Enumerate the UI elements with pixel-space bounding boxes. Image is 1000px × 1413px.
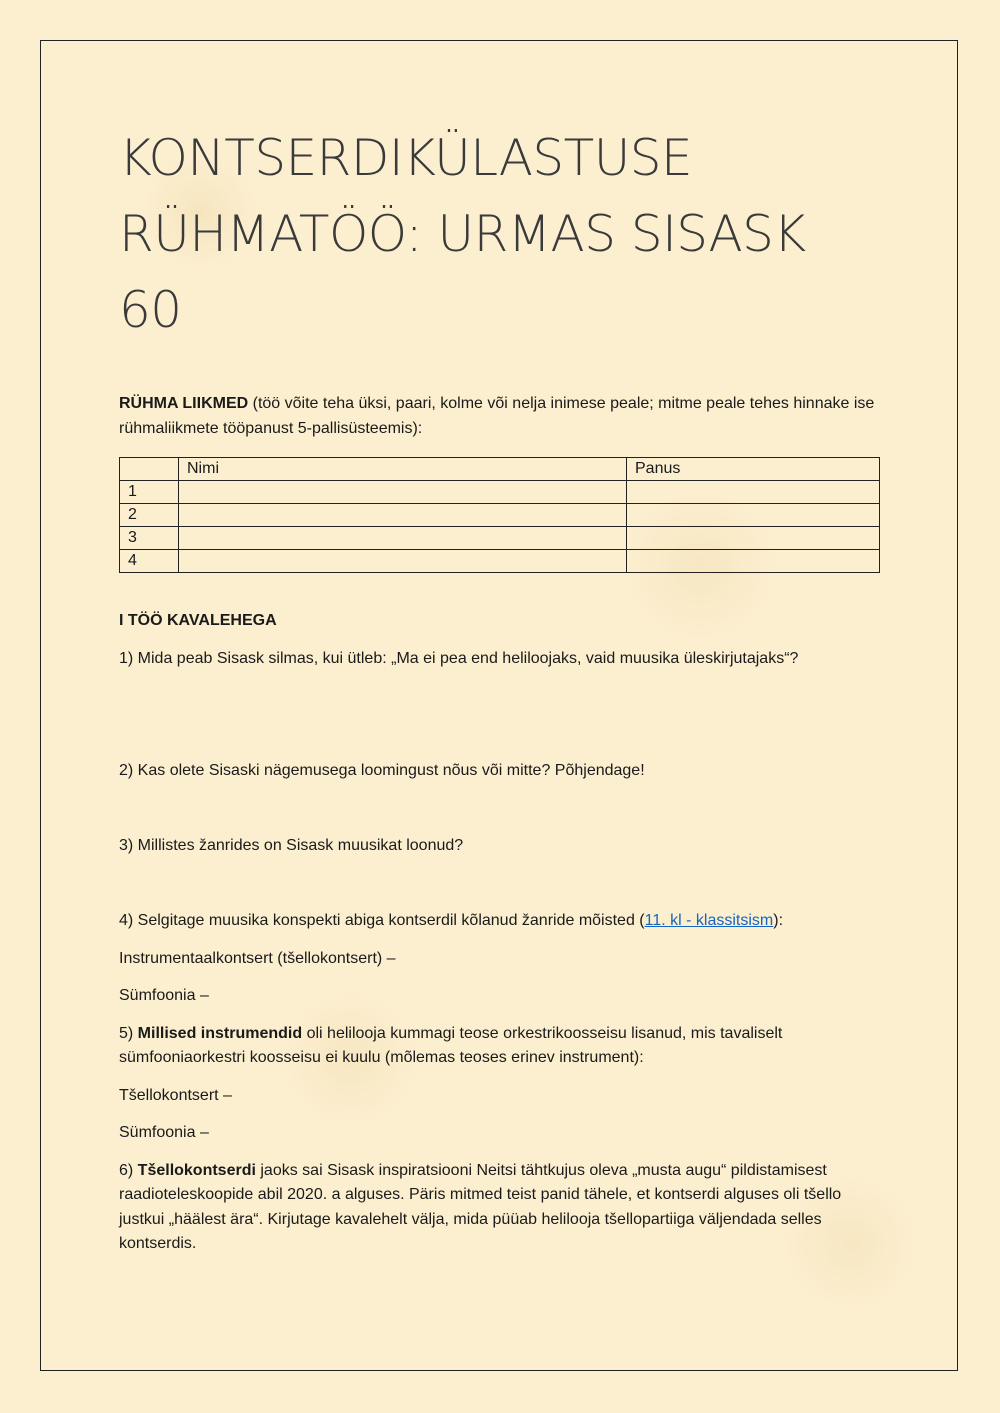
question-5-bold: Millised instrumendid xyxy=(137,1024,303,1042)
title-line-2: RÜHMATÖÖ: URMAS SISASK 60 xyxy=(119,205,806,339)
table-row xyxy=(120,504,880,527)
question-5-number: 5) xyxy=(119,1024,138,1042)
table-row xyxy=(120,550,880,573)
members-table xyxy=(119,457,880,573)
question-6-number: 6) xyxy=(119,1161,138,1179)
answer-concerto-genre: Instrumentaalkontsert (tšellokontsert) – xyxy=(119,949,396,967)
question-6 xyxy=(119,1159,881,1257)
contribution-cell[interactable] xyxy=(627,527,880,550)
group-members-note: (töö võite teha üksi, paari, kolme või nelja inimese peale; mitme peale tehes hinnake ise rühmaliikmete tööpanust 5-pallisüsteemis): xyxy=(119,395,875,437)
contribution-cell[interactable] xyxy=(627,504,880,527)
row-number: 3 xyxy=(120,527,179,550)
answer-symphony-instrument: Sümfoonia – xyxy=(119,1124,209,1141)
answer-cello-concerto-instrument: Tšellokontsert – xyxy=(119,1086,232,1104)
answer-symphony-genre: Sümfoonia – xyxy=(119,987,209,1004)
name-cell[interactable] xyxy=(179,504,627,527)
group-members-label: RÜHMA LIIKMED xyxy=(119,395,249,412)
question-3: 3) Millistes žanrides on Sisask muusikat loonud? xyxy=(119,836,464,854)
question-4-end: ): xyxy=(773,912,784,929)
table-row xyxy=(120,527,880,550)
name-cell[interactable] xyxy=(179,481,627,504)
title-line-1: KONTSERDIKÜLASTUSE xyxy=(119,129,693,187)
row-number: 2 xyxy=(120,504,179,527)
question-1: 1) Mida peab Sisask silmas, kui ütleb: „Ma ei pea end heliloojaks, vaid muusika üleskirjutajaks“? xyxy=(119,649,799,667)
question-4 xyxy=(119,909,881,934)
question-4-text: 4) Selgitage muusika konspekti abiga kontserdil kõlanud žanride mõisted ( xyxy=(119,912,645,929)
name-cell[interactable] xyxy=(179,550,627,573)
question-6-rest: jaoks sai Sisask inspiratsiooni Neitsi tähtkujus oleva „musta augu“ pildistamisest raadioteleskoopide abil 2020. a alguses. Päris mitmed teist panid tähele, et kontserdi alguses oli tšello justkui „häälest ära“. Kirjutage kavalehelt välja, mida püüab helilooja tšellopartiiga väljendada selles kontserdis. xyxy=(119,1161,842,1252)
klassitsism-link[interactable]: 11. kl - klassitsism xyxy=(644,912,774,929)
table-row xyxy=(120,481,880,504)
header-cell-contribution: Panus xyxy=(627,458,880,481)
contribution-cell[interactable] xyxy=(627,481,880,504)
section-heading: I TÖÖ KAVALEHEGA xyxy=(119,612,277,629)
table-header-row xyxy=(120,458,880,481)
group-members-instructions xyxy=(119,392,881,441)
header-cell-number xyxy=(120,458,179,481)
question-5 xyxy=(119,1022,881,1071)
contribution-cell[interactable] xyxy=(627,550,880,573)
header-cell-name: Nimi xyxy=(179,458,627,481)
row-number: 1 xyxy=(120,481,179,504)
page-title xyxy=(119,120,881,348)
name-cell[interactable] xyxy=(179,527,627,550)
question-6-bold: Tšellokontserdi xyxy=(137,1161,256,1179)
document-content xyxy=(119,120,881,1257)
row-number: 4 xyxy=(120,550,179,573)
question-2: 2) Kas olete Sisaski nägemusega loomingust nõus või mitte? Põhjendage! xyxy=(119,762,645,779)
question-5-rest: oli helilooja kummagi teose orkestrikoosseisu lisanud, mis tavaliselt sümfooniaorkestri koosseisu ei kuulu (mõlemas teoses erinev instrument): xyxy=(119,1024,783,1066)
